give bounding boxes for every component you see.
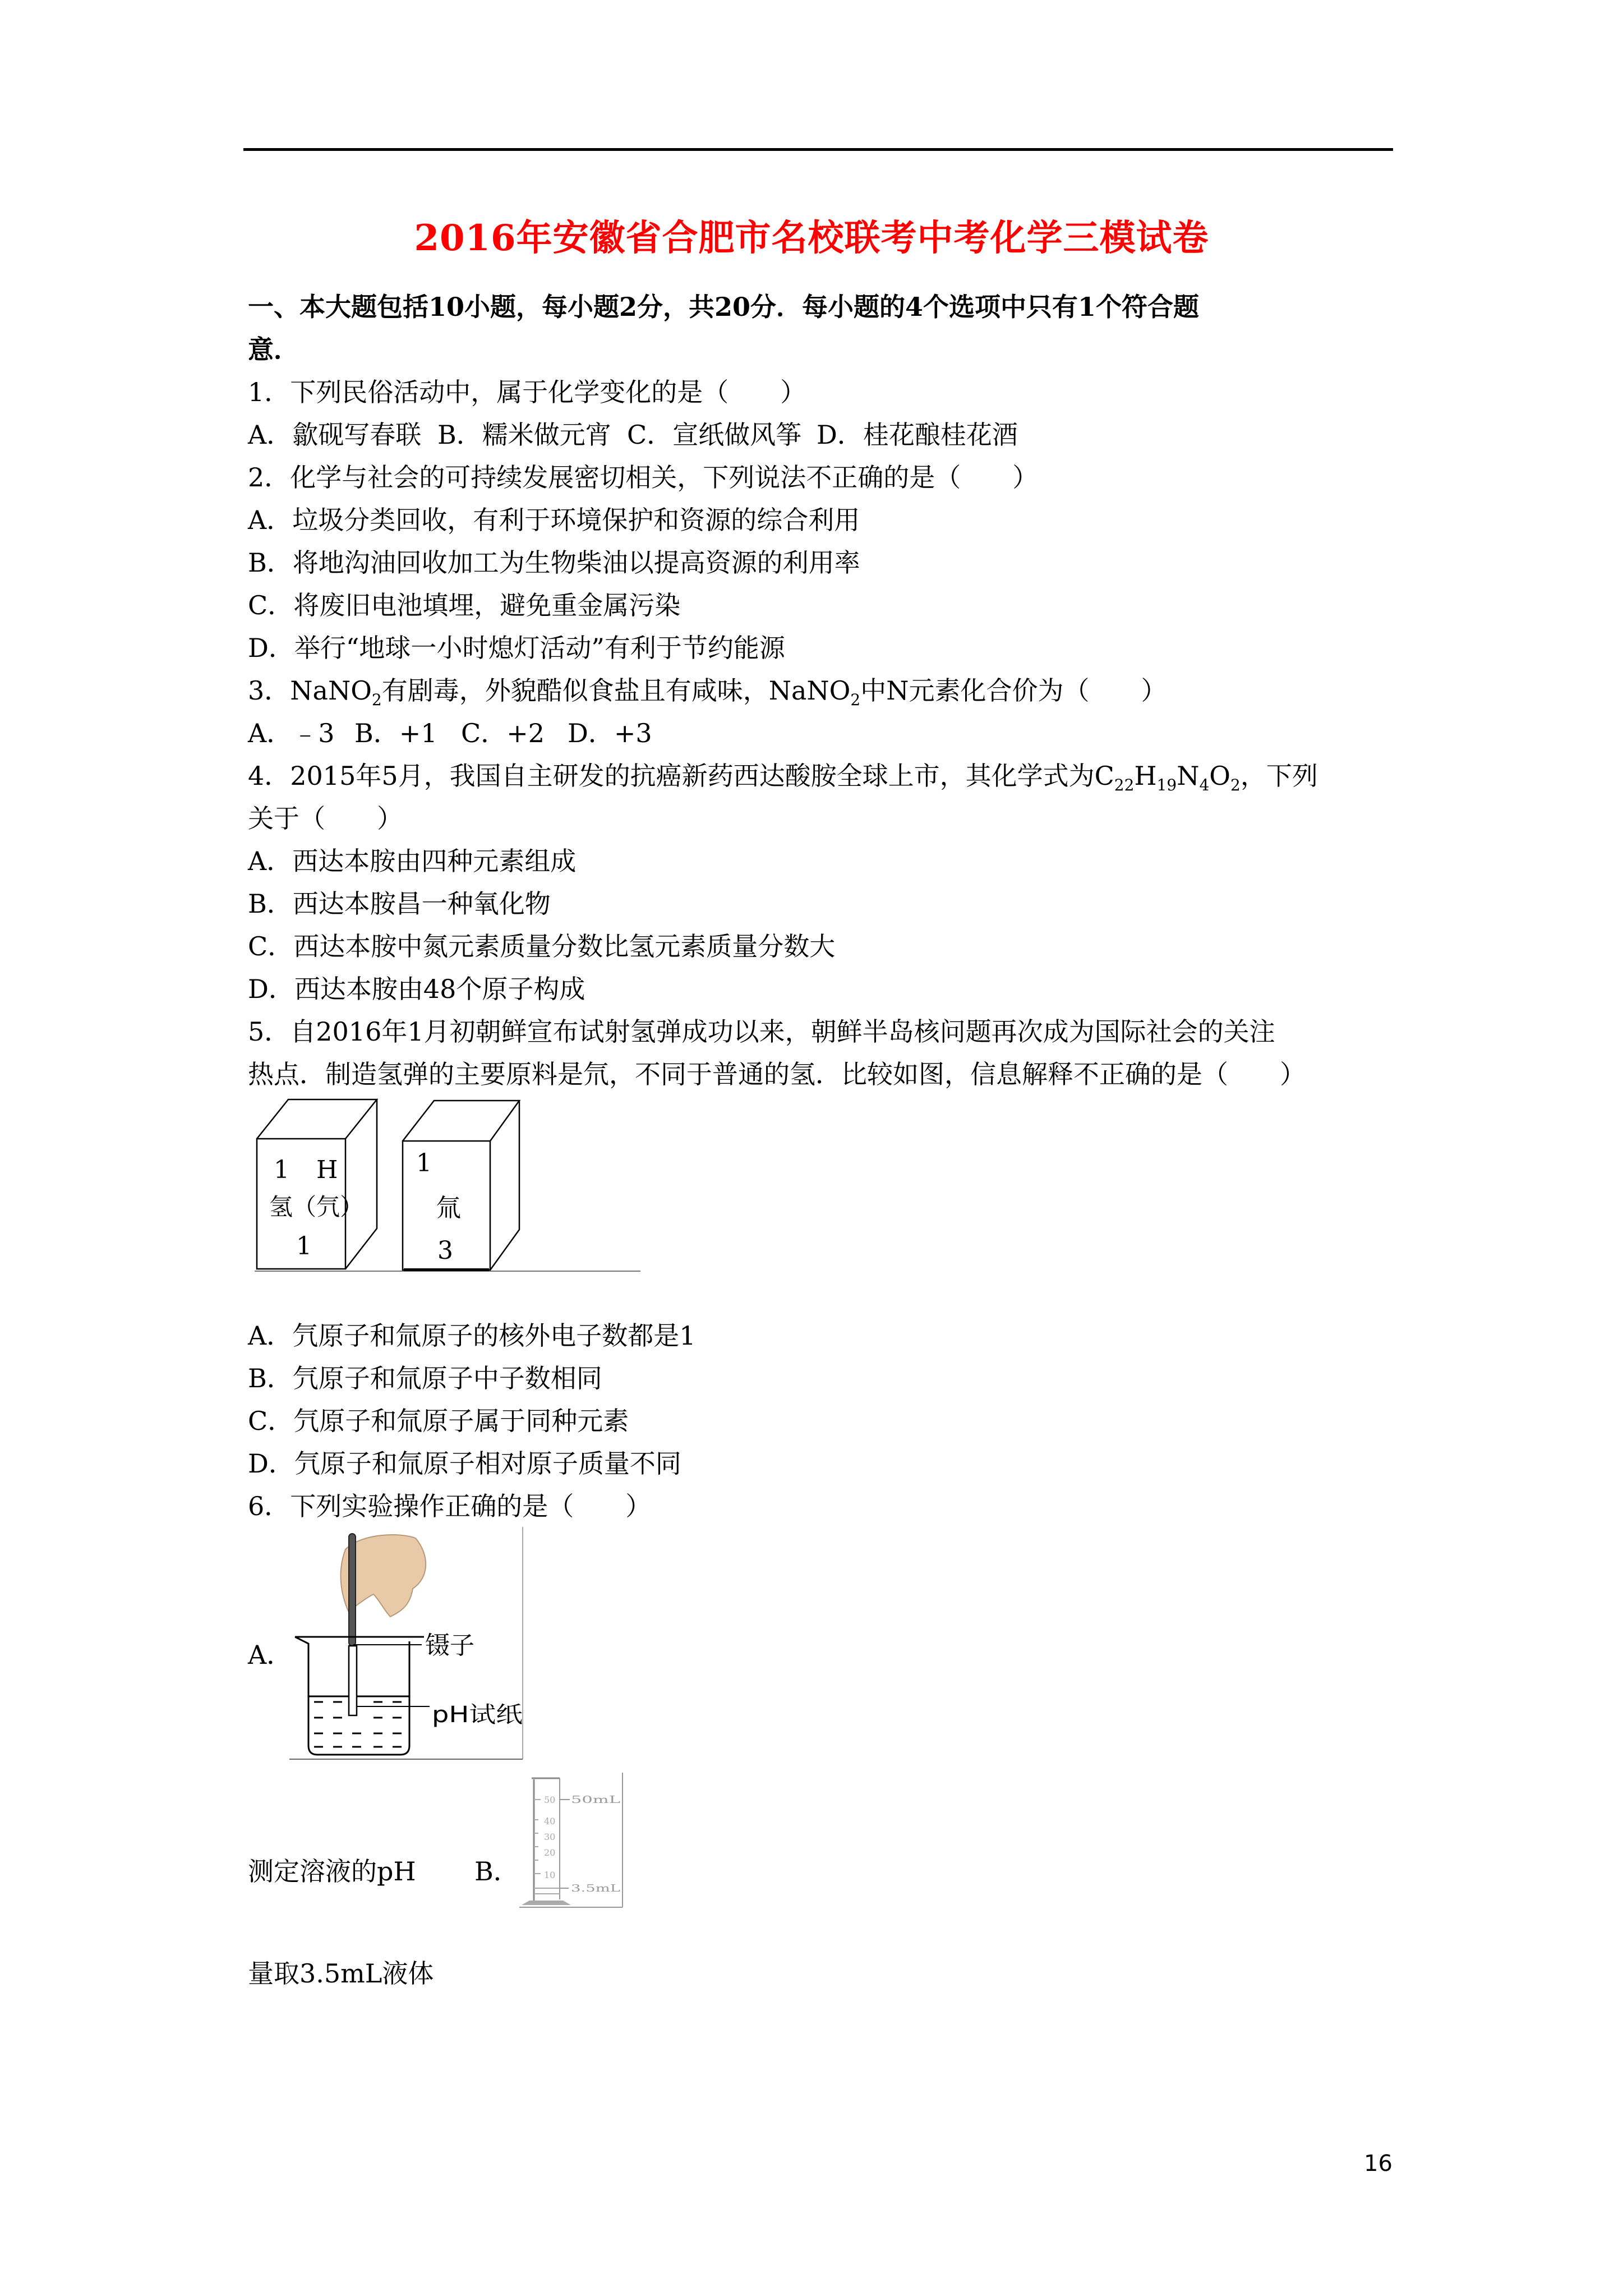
beaker-tweezers-drawing <box>289 1527 525 1763</box>
q2-option-b[interactable]: B．将地沟油回收加工为生物柴油以提高资源的利用率 <box>248 547 860 578</box>
q4-option-a[interactable]: A．西达本胺由四种元素组成 <box>248 846 577 876</box>
q5-option-d[interactable]: D．氕原子和氚原子相对原子质量不同 <box>248 1448 681 1479</box>
cylinder-scale-50: 50 <box>544 1795 556 1805</box>
ph-paper-icon <box>349 1646 357 1715</box>
tweezers-label: 镊子 <box>425 1631 474 1660</box>
q1-option-a[interactable]: A．歙砚写春联 <box>248 420 422 450</box>
liquid-dashes <box>314 1702 402 1747</box>
q3-option-a[interactable]: A．﹣3 <box>248 718 335 748</box>
page-number: 16 <box>1364 2151 1393 2177</box>
cube-protium <box>257 1099 377 1269</box>
q3-option-b[interactable]: B．+1 <box>354 718 437 748</box>
question-4-stem: 4．2015年5月，我国自主研发的抗癌新药西达酸胺全球上市，其化学式为$C_{22}H_{19}N_4O_2$，下列 <box>248 761 1318 794</box>
tweezers-icon <box>349 1534 356 1646</box>
cube2-atomic-number: 1 <box>416 1149 432 1177</box>
graduated-cylinder-figure <box>518 1770 625 1908</box>
question-6-stem: 6．下列实验操作正确的是（ ） <box>248 1491 652 1521</box>
isotope-cubes-drawing <box>248 1098 657 1278</box>
cylinder-scale-10: 10 <box>544 1870 556 1880</box>
question-1-options <box>248 418 1018 452</box>
q1-option-d[interactable]: D．桂花酿桂花酒 <box>817 420 1018 450</box>
q6-option-b-text: 量取3.5mL液体 <box>248 1958 434 1989</box>
q2-option-d[interactable]: D．举行“地球一小时熄灯活动”有利于节约能源 <box>248 633 785 663</box>
question-2-stem: 2．化学与社会的可持续发展密切相关，下列说法不正确的是（ ） <box>248 462 1039 493</box>
hydrogen-isotope-figure <box>248 1098 657 1278</box>
q1-option-c[interactable]: C．宣纸做风筝 <box>627 420 802 450</box>
question-5-stem-line1: 5．自2016年1月初朝鲜宣布试射氢弹成功以来，朝鲜半岛核问题再次成为国际社会的关注 <box>248 1016 1275 1047</box>
q3-option-c[interactable]: C．+2 <box>461 718 545 748</box>
ph-test-figure <box>289 1527 525 1763</box>
q4-option-b[interactable]: B．西达本胺昌一种氧化物 <box>248 889 551 919</box>
header-rule <box>243 148 1393 151</box>
q6-option-a-letter[interactable]: A． <box>248 1640 293 1670</box>
cube1-atomic-number: 1 <box>274 1156 289 1184</box>
cylinder-base <box>522 1901 571 1905</box>
graduated-cylinder-drawing <box>518 1770 625 1908</box>
q4-option-d[interactable]: D．西达本胺由48个原子构成 <box>248 974 585 1004</box>
q6-option-b-letter[interactable]: B． <box>474 1856 519 1887</box>
cylinder-scale-40: 40 <box>544 1816 556 1826</box>
q4-option-c[interactable]: C．西达本胺中氮元素质量分数比氢元素质量分数大 <box>248 931 836 961</box>
question-1-stem: 1．下列民俗活动中，属于化学变化的是（ ） <box>248 377 806 407</box>
question-5-stem-line2: 热点．制造氢弹的主要原料是氘，不同于普通的氢．比较如图，信息解释不正确的是（ ） <box>248 1059 1306 1089</box>
q1-option-b[interactable]: B．糯米做元宵 <box>437 420 611 450</box>
cube2-mass-number: 3 <box>437 1236 453 1265</box>
ph-paper-label: pH试纸 <box>432 1702 523 1728</box>
page-title: 2016年安徽省合肥市名校联考中考化学三模试卷 <box>414 217 1209 259</box>
q2-option-c[interactable]: C．将废旧电池填埋，避免重金属污染 <box>248 590 681 620</box>
section-heading-line2: 意． <box>248 334 299 365</box>
q5-option-c[interactable]: C．氕原子和氚原子属于同种元素 <box>248 1406 629 1436</box>
cube2-name: 氚 <box>436 1194 461 1222</box>
cylinder-scale-30: 30 <box>544 1832 556 1842</box>
cube-tritium <box>403 1101 519 1270</box>
cube1-mass-number: 1 <box>296 1232 312 1260</box>
q5-option-a[interactable]: A．氕原子和氚原子的核外电子数都是1 <box>248 1320 696 1351</box>
q2-option-a[interactable]: A．垃圾分类回收，有利于环境保护和资源的综合利用 <box>248 505 860 535</box>
cylinder-mark-3-5ml: 3.5mL <box>571 1883 621 1894</box>
cube1-name: 氢（氕） <box>269 1193 364 1221</box>
cylinder-mark-50ml: 50mL <box>571 1794 621 1806</box>
q3-option-d[interactable]: D．+3 <box>568 718 652 748</box>
cube1-symbol: H <box>316 1156 338 1184</box>
q5-option-b[interactable]: B．氕原子和氚原子中子数相同 <box>248 1363 602 1393</box>
section-heading-line1: 一、本大题包括10小题，每小题2分，共20分．每小题的4个选项中只有1个符合题 <box>248 292 1200 322</box>
question-4-stem-line2: 关于（ ） <box>248 803 403 834</box>
q6-option-a-text: 测定溶液的pH <box>248 1856 416 1887</box>
cylinder-scale-20: 20 <box>544 1847 556 1858</box>
question-3-stem: 3．NaNO$_2$有剧毒，外貌酷似食盐且有咸味，NaNO$_2$中N元素化合价为（ ） <box>248 675 1167 709</box>
question-3-options <box>248 716 652 750</box>
